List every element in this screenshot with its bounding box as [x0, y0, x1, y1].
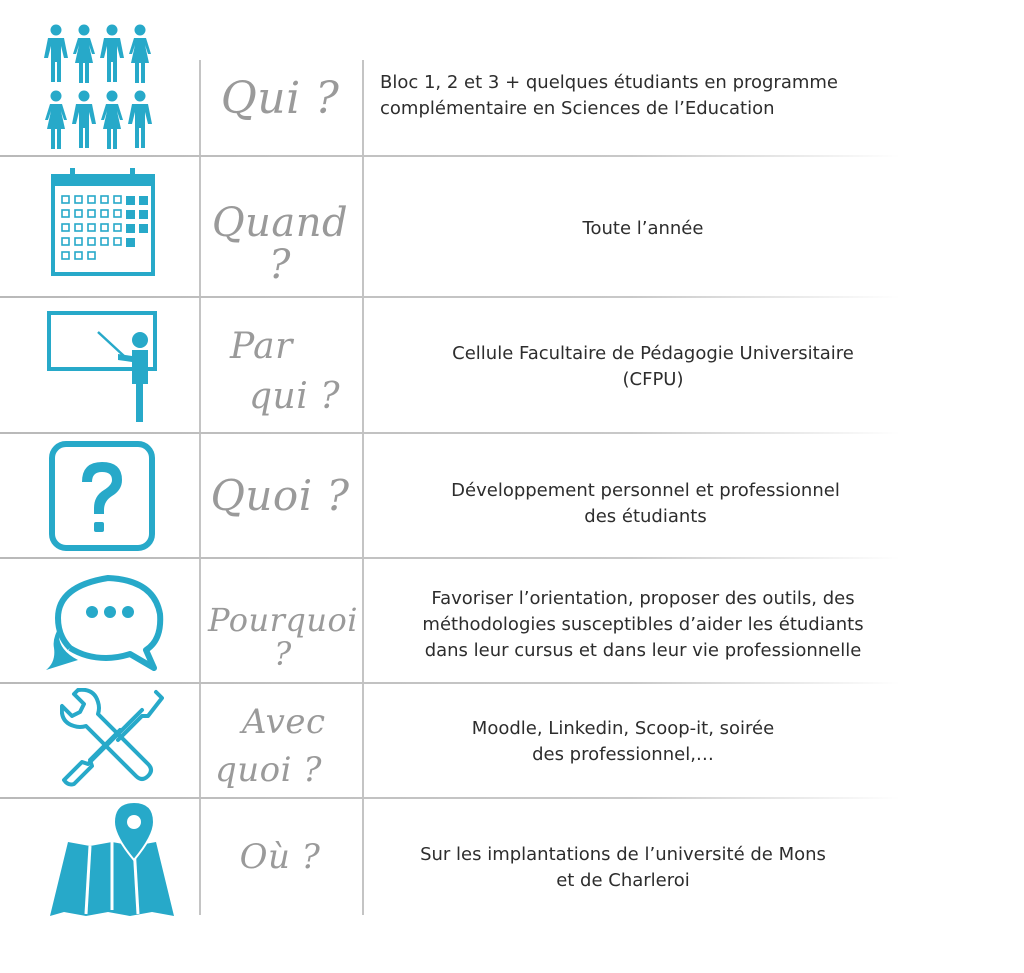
- text-line: Favoriser l’orientation, proposer des outils, des: [431, 588, 855, 609]
- text-line: des professionnel,…: [532, 744, 714, 765]
- text-line: dans leur cursus et dans leur vie professionnelle: [424, 640, 862, 661]
- label-line: Quand ?: [211, 200, 349, 288]
- people-icon: [44, 24, 156, 150]
- text-line: Sur les implantations de l’université de Mons: [420, 844, 826, 865]
- row-text-pourquoi: [363, 586, 923, 664]
- label-line: Quoi ?: [210, 471, 350, 520]
- chat-bubble-icon: [40, 564, 174, 672]
- text-line: et de Charleroi: [556, 870, 690, 891]
- row-text-par-qui: [363, 341, 943, 393]
- teacher-board-icon: [46, 310, 160, 424]
- row-label-qui: [200, 73, 360, 124]
- row-divider: [0, 432, 900, 434]
- text-line: Toute l’année: [582, 218, 704, 239]
- row-divider: [0, 682, 900, 684]
- label-line: Où ?: [239, 837, 321, 877]
- row-text-avec-quoi: [363, 716, 883, 768]
- label-line: Par: [230, 326, 293, 367]
- text-line: complémentaire en Sciences de l’Education: [380, 98, 775, 119]
- label-line: Avec: [242, 702, 326, 742]
- calendar-icon: [50, 166, 156, 278]
- row-label-par-qui: [210, 322, 340, 422]
- text-line: méthodologies susceptibles d’aider les étudiants: [422, 614, 864, 635]
- row-divider: [0, 155, 900, 157]
- row-text-qui: [380, 70, 940, 122]
- row-label-quoi: [200, 471, 360, 520]
- row-text-quand: [363, 216, 1023, 242]
- text-line: (CFPU): [622, 369, 684, 390]
- map-pin-icon: [46, 800, 180, 920]
- text-line: des étudiants: [584, 506, 707, 527]
- row-label-avec-quoi: [212, 698, 342, 794]
- row-divider: [0, 296, 900, 298]
- row-text-quoi: [363, 478, 928, 530]
- row-label-quand: [200, 202, 360, 286]
- row-divider: [0, 557, 900, 559]
- label-line: Pourquoi ?: [208, 601, 358, 673]
- label-line: Qui ?: [220, 73, 340, 124]
- row-label-pourquoi: [200, 601, 366, 673]
- text-line: Moodle, Linkedin, Scoop-it, soirée: [471, 718, 775, 739]
- text-line: Développement personnel et professionnel: [451, 480, 840, 501]
- text-line: Cellule Facultaire de Pédagogie Universitaire: [452, 343, 854, 364]
- label-line: quoi ?: [214, 750, 322, 790]
- tools-icon: [60, 688, 164, 792]
- label-line: qui ?: [249, 376, 340, 417]
- question-icon: [48, 440, 156, 552]
- row-label-ou: [200, 837, 360, 877]
- text-line: Bloc 1, 2 et 3 + quelques étudiants en programme: [380, 72, 839, 93]
- row-text-ou: [363, 842, 883, 894]
- row-divider: [0, 797, 900, 799]
